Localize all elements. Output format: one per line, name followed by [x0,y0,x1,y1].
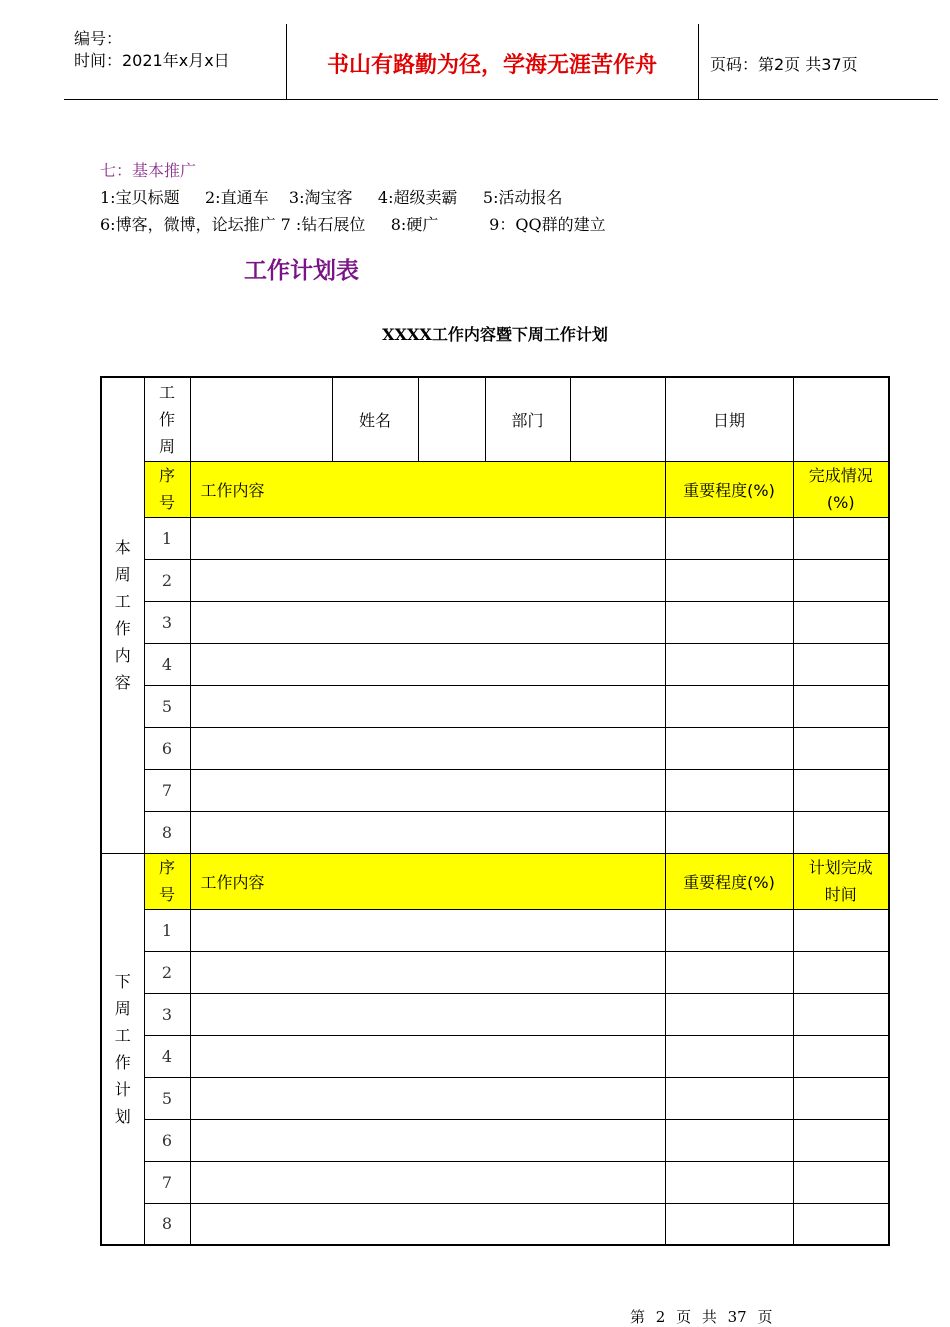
content-cell[interactable] [190,727,665,769]
name-label: 姓名 [332,377,418,461]
row-number: 4 [144,1035,190,1077]
table-row [101,643,889,685]
status-cell[interactable] [793,601,889,643]
importance-cell[interactable] [665,1161,793,1203]
importance-cell[interactable] [665,601,793,643]
table-row [101,769,889,811]
section-line: 6:博客，微博，论坛推广 7 :钻石展位 8:硬广 9：QQ群的建立 [100,215,606,234]
importance-cell[interactable] [665,517,793,559]
status-cell[interactable] [793,1161,889,1203]
dept-label: 部门 [485,377,570,461]
row-number: 5 [144,685,190,727]
row-number: 2 [144,559,190,601]
section-title: 七：基本推广 [100,161,197,180]
importance-cell[interactable] [665,993,793,1035]
table-row [101,685,889,727]
document-time-label: 时间：2021年x月x日 [74,51,230,70]
content-cell[interactable] [190,1035,665,1077]
content-cell[interactable] [190,601,665,643]
name-value[interactable] [418,377,485,461]
next-week-header-row [101,853,889,909]
status-cell[interactable] [793,517,889,559]
row-number: 7 [144,1161,190,1203]
status-cell[interactable] [793,1035,889,1077]
table-row [101,1203,889,1245]
content-cell[interactable] [190,909,665,951]
page-footer: 第 2 页 共 37 页 [630,1308,773,1326]
importance-cell[interactable] [665,1077,793,1119]
table-info-row [101,377,889,461]
content-cell[interactable] [190,559,665,601]
dept-value[interactable] [570,377,665,461]
importance-header: 重要程度(%) [665,853,793,909]
status-cell[interactable] [793,769,889,811]
status-cell[interactable] [793,685,889,727]
status-cell[interactable] [793,643,889,685]
table-row [101,559,889,601]
content-header: 工作内容 [190,853,665,909]
row-number: 1 [144,909,190,951]
date-label: 日期 [665,377,793,461]
status-cell[interactable] [793,1203,889,1245]
content-cell[interactable] [190,951,665,993]
completion-header: 完成情况 (%) [793,461,889,517]
row-number: 4 [144,643,190,685]
table-row [101,951,889,993]
status-cell[interactable] [793,727,889,769]
importance-cell[interactable] [665,559,793,601]
this-week-side-label: 本 周 工 作 内 容 [101,377,144,853]
status-cell[interactable] [793,1119,889,1161]
work-plan-table [100,376,890,1246]
table-row [101,1161,889,1203]
importance-cell[interactable] [665,685,793,727]
content-cell[interactable] [190,811,665,853]
table-caption: XXXX工作内容暨下周工作计划 [382,325,608,344]
content-cell[interactable] [190,1203,665,1245]
row-number: 1 [144,517,190,559]
status-cell[interactable] [793,559,889,601]
importance-cell[interactable] [665,1203,793,1245]
importance-cell[interactable] [665,727,793,769]
importance-cell[interactable] [665,909,793,951]
importance-cell[interactable] [665,1035,793,1077]
row-number: 6 [144,727,190,769]
table-row [101,601,889,643]
importance-header: 重要程度(%) [665,461,793,517]
content-cell[interactable] [190,769,665,811]
importance-cell[interactable] [665,769,793,811]
row-number: 6 [144,1119,190,1161]
table-row [101,1035,889,1077]
status-cell[interactable] [793,951,889,993]
header-divider [698,24,699,100]
work-week-label: 工 作 周 [144,377,190,461]
row-number: 3 [144,601,190,643]
importance-cell[interactable] [665,643,793,685]
table-row [101,727,889,769]
this-week-header-row [101,461,889,517]
content-cell[interactable] [190,1119,665,1161]
table-row [101,1077,889,1119]
seq-header: 序 号 [144,461,190,517]
row-number: 5 [144,1077,190,1119]
content-cell[interactable] [190,517,665,559]
page-header [64,24,938,100]
row-number: 7 [144,769,190,811]
header-motto: 书山有路勤为径，学海无涯苦作舟 [326,52,657,78]
status-cell[interactable] [793,993,889,1035]
row-number: 8 [144,1203,190,1245]
content-header: 工作内容 [190,461,665,517]
status-cell[interactable] [793,1077,889,1119]
next-week-side-label: 下 周 工 作 计 划 [101,853,144,1245]
row-number: 3 [144,993,190,1035]
content-cell[interactable] [190,1077,665,1119]
work-week-value[interactable] [190,377,332,461]
table-row [101,811,889,853]
header-page-info: 页码：第2页 共37页 [710,55,858,74]
section-line: 1:宝贝标题 2:直通车 3:淘宝客 4:超级卖霸 5:活动报名 [100,188,563,207]
plan-title: 工作计划表 [244,258,359,284]
table-row [101,993,889,1035]
planned-completion-header: 计划完成 时间 [793,853,889,909]
header-rule [64,99,938,100]
row-number: 2 [144,951,190,993]
importance-cell[interactable] [665,811,793,853]
content-cell[interactable] [190,643,665,685]
content-cell[interactable] [190,685,665,727]
status-cell[interactable] [793,909,889,951]
table-row [101,517,889,559]
date-value[interactable] [793,377,889,461]
table-row [101,1119,889,1161]
importance-cell[interactable] [665,1119,793,1161]
content-cell[interactable] [190,1161,665,1203]
row-number: 8 [144,811,190,853]
document-number-label: 编号： [74,29,123,48]
status-cell[interactable] [793,811,889,853]
header-meta [74,28,230,72]
promotion-section [100,157,606,238]
content-cell[interactable] [190,993,665,1035]
table-row [101,909,889,951]
seq-header: 序 号 [144,853,190,909]
importance-cell[interactable] [665,951,793,993]
